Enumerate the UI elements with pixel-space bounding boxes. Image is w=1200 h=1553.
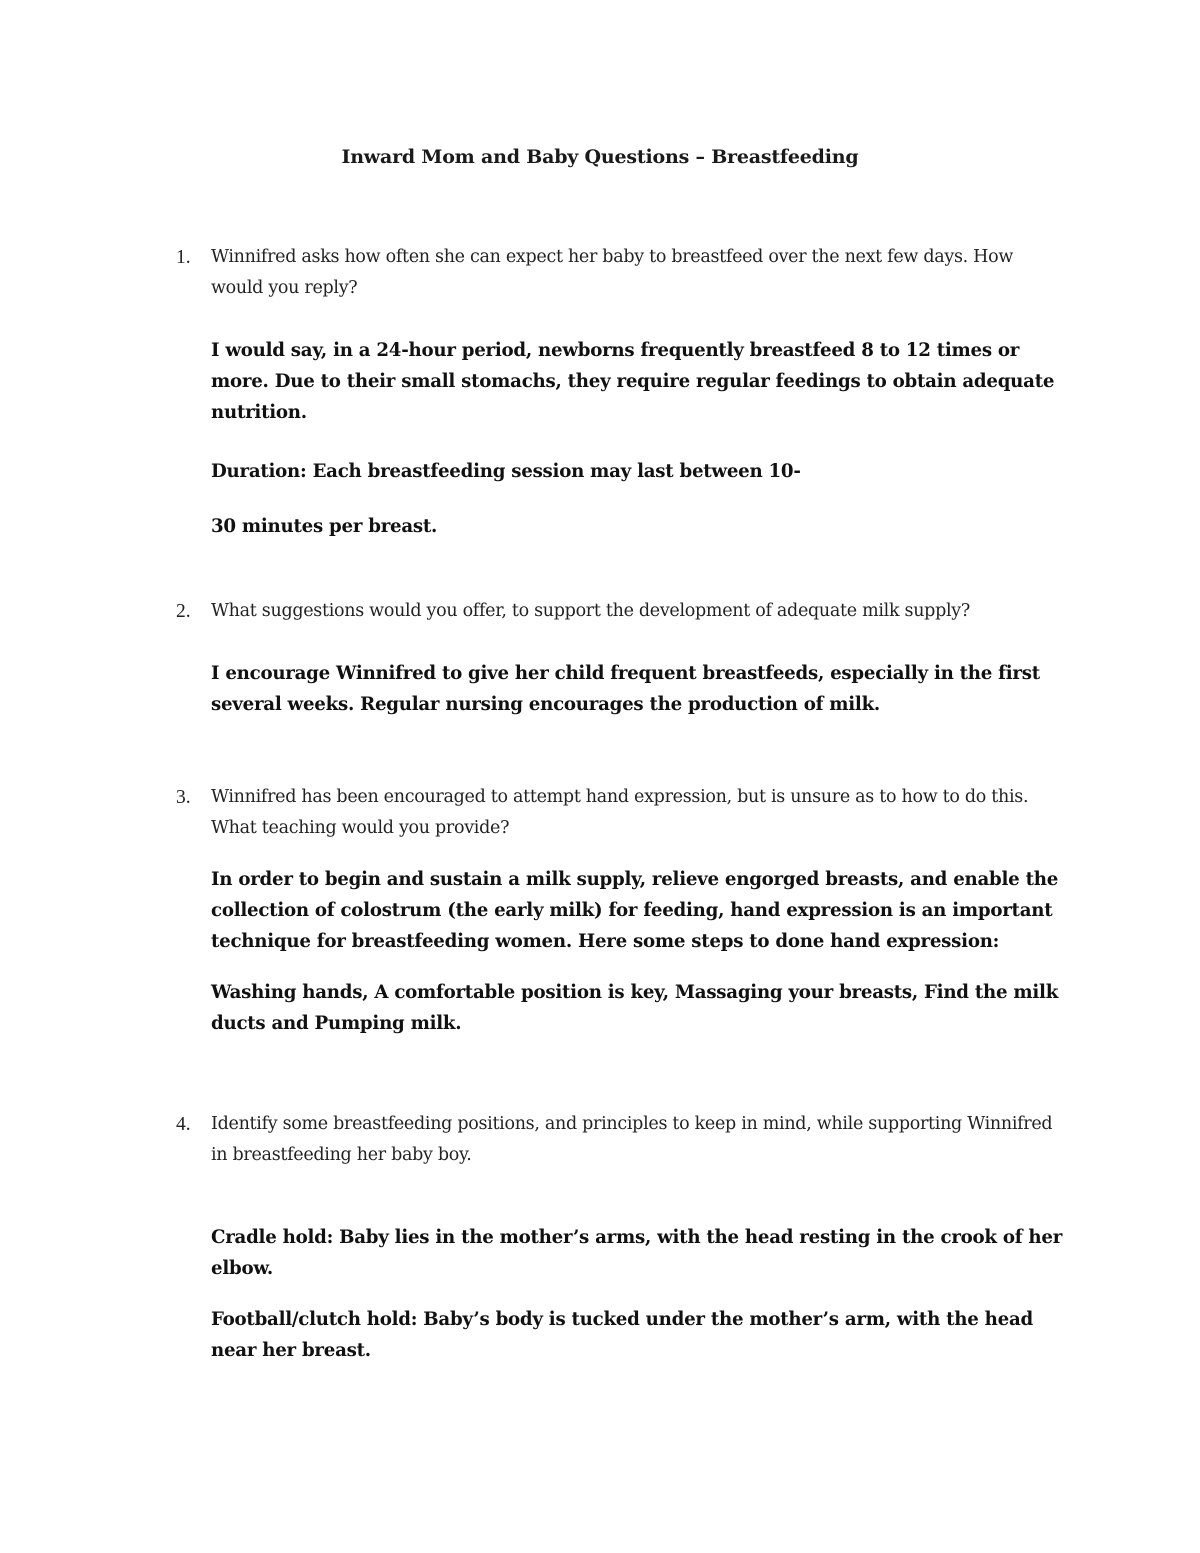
- answer-1-paragraph-2: Duration: Each breastfeeding session may last between 10-: [211, 461, 801, 482]
- question-text: What suggestions would you offer, to support the development of adequate milk supply?: [211, 601, 970, 621]
- answer-2-paragraph-1: I encourage Winnifred to give her child frequent breastfeeds, especially in the first several weeks. Regular nursing encourages the production of milk.: [211, 663, 1040, 715]
- question-number: 2.: [176, 601, 191, 622]
- question-3: [176, 782, 1056, 844]
- question-4: [176, 1109, 1056, 1171]
- document-title: Inward Mom and Baby Questions – Breastfeeding: [341, 146, 859, 168]
- answer-1-paragraph-1: I would say, in a 24-hour period, newborns frequently breastfeed 8 to 12 times or more. Due to their small stomachs, they require regular feedings to obtain adequate nutrition.: [211, 340, 1055, 423]
- answer-4-paragraph-1: Cradle hold: Baby lies in the mother’s arms, with the head resting in the crook of her elbow.: [211, 1227, 1063, 1279]
- answer-3-paragraph-2: Washing hands, A comfortable position is key, Massaging your breasts, Find the milk ducts and Pumping milk.: [211, 982, 1059, 1034]
- question-text: Identify some breastfeeding positions, and principles to keep in mind, while supporting Winnifred in breastfeeding her baby boy.: [211, 1114, 1053, 1165]
- question-text: Winnifred asks how often she can expect her baby to breastfeed over the next few days. How would you reply?: [211, 247, 1014, 298]
- answer-1-paragraph-3: 30 minutes per breast.: [211, 516, 438, 537]
- question-number: 4.: [176, 1114, 191, 1135]
- question-text: Winnifred has been encouraged to attempt hand expression, but is unsure as to how to do this. What teaching would you provide?: [211, 787, 1029, 838]
- answer-4-paragraph-2: Football/clutch hold: Baby’s body is tucked under the mother’s arm, with the head near her breast.: [211, 1309, 1033, 1361]
- question-number: 1.: [176, 247, 191, 268]
- question-1: [176, 242, 1056, 304]
- question-2: [176, 596, 1056, 627]
- question-number: 3.: [176, 787, 191, 808]
- answer-3-paragraph-1: In order to begin and sustain a milk supply, relieve engorged breasts, and enable the collection of colostrum (the early milk) for feeding, hand expression is an important technique for breastfeeding women. Here some steps to done hand expression:: [211, 869, 1059, 952]
